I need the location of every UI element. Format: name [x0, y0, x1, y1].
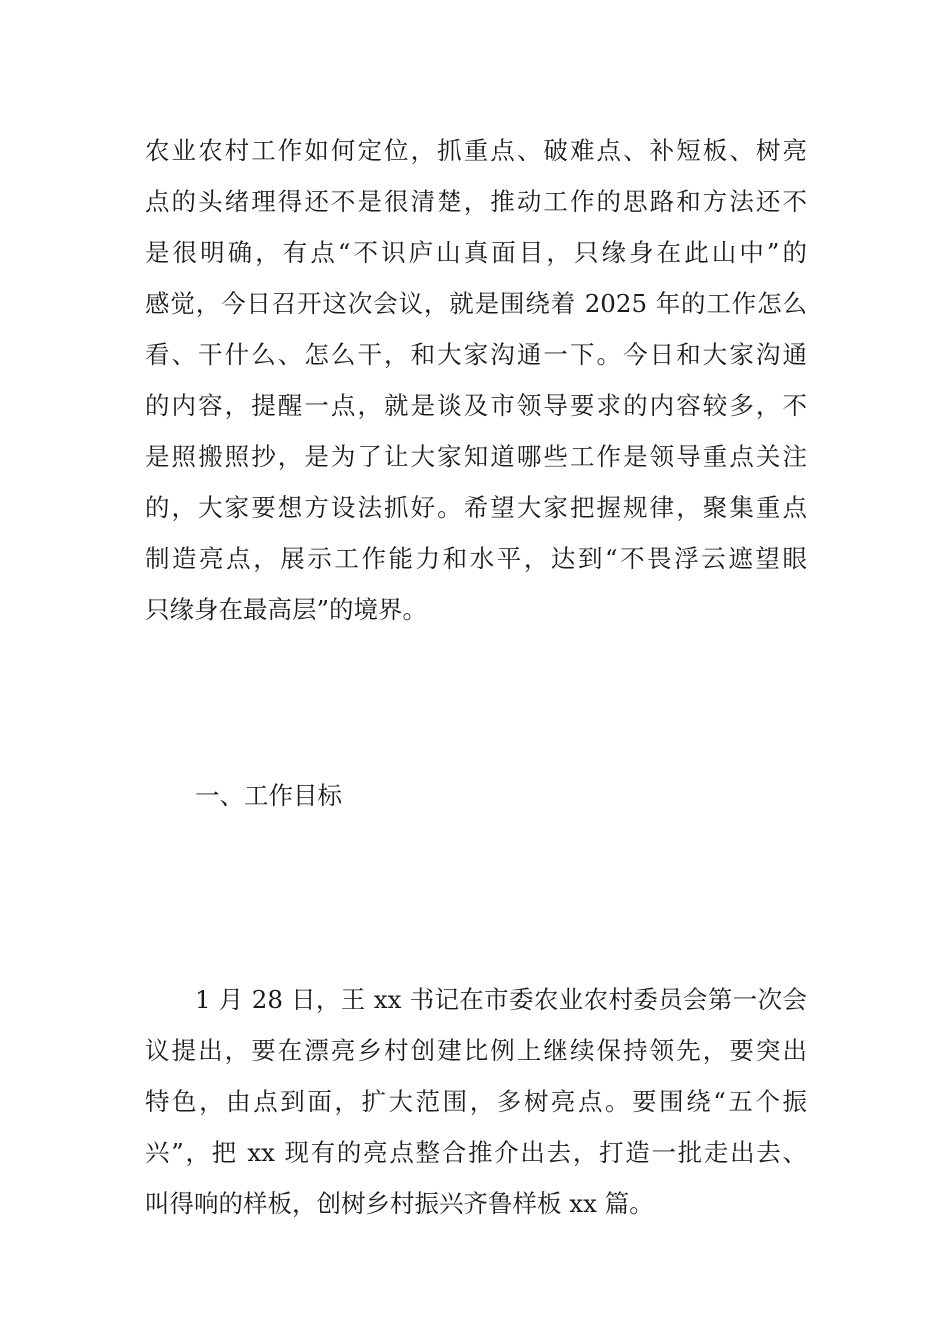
paragraph-line: 1 月 28 日，王 xx 书记在市委农业农村委员会第一次会	[195, 985, 807, 1014]
paragraph-line: 的内容，提醒一点，就是谈及市领导要求的内容较多，不	[145, 391, 807, 420]
paragraph-line: 是照搬照抄，是为了让大家知道哪些工作是领导重点关注	[145, 442, 807, 471]
paragraph-line: 特色，由点到面，扩大范围，多树亮点。要围绕“五个振	[145, 1087, 807, 1116]
paragraph-line: 感觉，今日召开这次会议，就是围绕着 2025 年的工作怎么	[145, 289, 807, 318]
body-paragraph-work-goals	[145, 974, 807, 1229]
paragraph-line: 农业农村工作如何定位，抓重点、破难点、补短板、树亮	[145, 136, 807, 165]
paragraph-line: 议提出，要在漂亮乡村创建比例上继续保持领先，要突出	[145, 1036, 807, 1065]
paragraph-line: 的，大家要想方设法抓好。希望大家把握规律，聚集重点	[145, 493, 807, 522]
paragraph-line: 是很明确，有点“不识庐山真面目，只缘身在此山中”的	[145, 238, 807, 267]
paragraph-line: 只缘身在最高层”的境界。	[145, 595, 428, 624]
paragraph-line: 点的头绪理得还不是很清楚，推动工作的思路和方法还不	[145, 187, 807, 216]
paragraph-line: 看、干什么、怎么干，和大家沟通一下。今日和大家沟通	[145, 340, 807, 369]
paragraph-line: 叫得响的样板，创树乡村振兴齐鲁样板 xx 篇。	[145, 1189, 654, 1218]
section-heading-work-goals: 一、工作目标	[195, 781, 342, 810]
paragraph-line: 兴”，把 xx 现有的亮点整合推介出去，打造一批走出去、	[145, 1138, 807, 1167]
body-paragraph-intro	[145, 125, 807, 635]
paragraph-line: 制造亮点，展示工作能力和水平，达到“不畏浮云遮望眼	[145, 544, 807, 573]
